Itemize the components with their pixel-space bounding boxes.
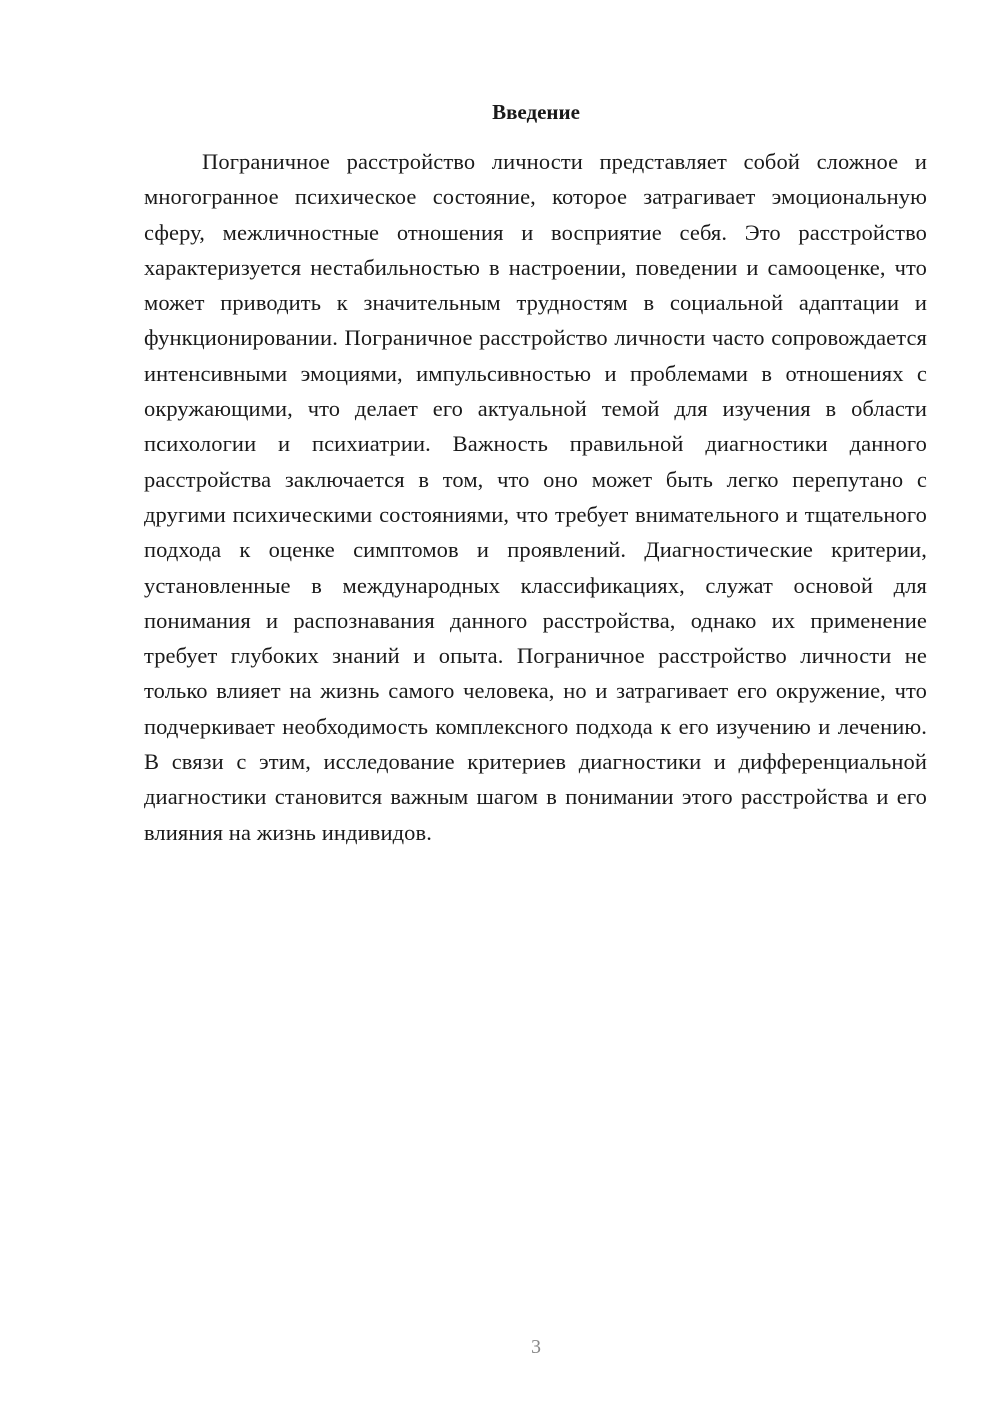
page-number: 3 [531, 1336, 541, 1358]
section-heading: Введение [492, 100, 580, 124]
body-paragraph: Пограничное расстройство личности представляет собой сложное и многогранное психическое состояние, которое затрагивает эмоциональную сферу, межличностные отношения и восприятие себя. Это расстройство характеризуется нестабильностью в настроении, поведении и самооценке, что может приводить к значительным трудностям в социальной адаптации и функционировании. Пограничное расстройство личности часто сопровождается интенсивными эмоциями, импульсивностью и проблемами в отношениях с окружающими, что делает его актуальной темой для изучения в области психологии и психиатрии. Важность правильной диагностики данного расстройства заключается в том, что оно может быть легко перепутано с другими психическими состояниями, что требует внимательного и тщательного подхода к оценке симптомов и проявлений. Диагностические критерии, установленные в международных классификациях, служат основой для понимания и распознавания данного расстройства, однако их применение требует глубоких знаний и опыта. Пограничное расстройство личности не только влияет на жизнь самого человека, но и затрагивает его окружение, что подчеркивает необходимость комплексного подхода к его изучению и лечению. В связи с этим, исследование критериев диагностики и дифференциальной диагностики становится важным шагом в понимании этого расстройства и его влияния на жизнь индивидов. [144, 149, 927, 845]
